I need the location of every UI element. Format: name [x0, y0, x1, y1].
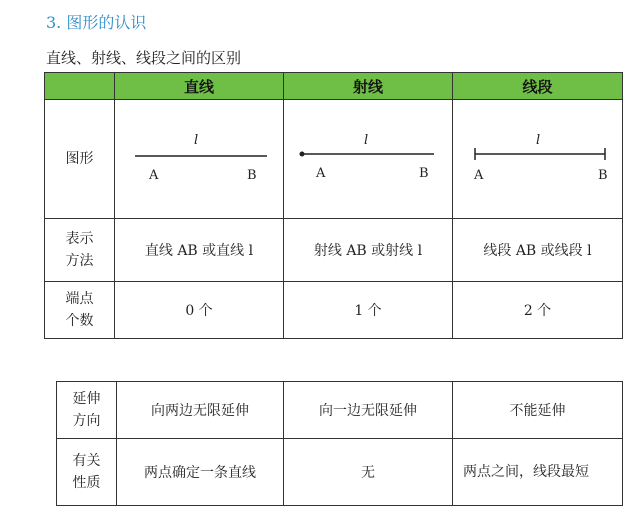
header-blank [45, 73, 115, 100]
ray-point-b: B [419, 166, 429, 181]
endpoints-label-line2: 个数 [65, 313, 94, 329]
property-row-label [57, 439, 117, 506]
figure-row-label: 图形 [45, 100, 115, 219]
endpoints-row-label [45, 282, 115, 339]
notation-row [45, 219, 623, 282]
segment-figure [453, 100, 623, 218]
ray-figure [284, 100, 453, 218]
segment-point-b: B [598, 168, 608, 183]
notation-row-label [45, 219, 115, 282]
segment-property: 两点之间，线段最短 [453, 439, 623, 506]
ray-name-label: l [364, 133, 369, 148]
header-segment: 线段 [453, 73, 623, 100]
line-point-b: B [247, 168, 257, 183]
ray-property: 无 [284, 439, 453, 506]
segment-name-label: l [536, 133, 541, 148]
section-title: 3. 图形的认识 [46, 13, 147, 32]
property-label-line1: 有关 [72, 453, 101, 469]
ray-figure-cell [284, 100, 453, 219]
comparison-table [44, 72, 623, 339]
line-extension: 向两边无限延伸 [117, 382, 284, 439]
ray-point-a: A [316, 166, 326, 181]
notation-label-line1: 表示 [65, 231, 94, 247]
line-name-label: l [194, 133, 199, 148]
extension-label-line2: 方向 [72, 413, 101, 429]
notation-label-line2: 方法 [65, 253, 94, 269]
segment-extension: 不能延伸 [453, 382, 623, 439]
line-figure [115, 100, 284, 218]
header-row [45, 73, 623, 100]
header-ray: 射线 [284, 73, 453, 100]
segment-endpoints: 2 个 [453, 282, 623, 339]
extension-label-line1: 延伸 [72, 391, 101, 407]
ray-endpoints: 1 个 [284, 282, 453, 339]
segment-notation: 线段 AB 或线段 l [453, 219, 623, 282]
line-endpoints: 0 个 [115, 282, 284, 339]
header-line: 直线 [115, 73, 284, 100]
line-figure-cell [115, 100, 284, 219]
property-label-line2: 性质 [72, 475, 101, 491]
extension-row [57, 382, 623, 439]
endpoints-label-line1: 端点 [65, 291, 94, 307]
segment-point-a: A [474, 168, 484, 183]
line-notation: 直线 AB 或直线 l [115, 219, 284, 282]
line-property: 两点确定一条直线 [117, 439, 284, 506]
endpoints-row [45, 282, 623, 339]
ray-notation: 射线 AB 或射线 l [284, 219, 453, 282]
table-caption: 直线、射线、线段之间的区别 [46, 49, 242, 67]
ray-extension: 向一边无限延伸 [284, 382, 453, 439]
segment-figure-cell [453, 100, 623, 219]
properties-table [56, 381, 623, 506]
extension-row-label [57, 382, 117, 439]
figure-row [45, 100, 623, 219]
property-row [57, 439, 623, 506]
line-point-a: A [149, 168, 159, 183]
